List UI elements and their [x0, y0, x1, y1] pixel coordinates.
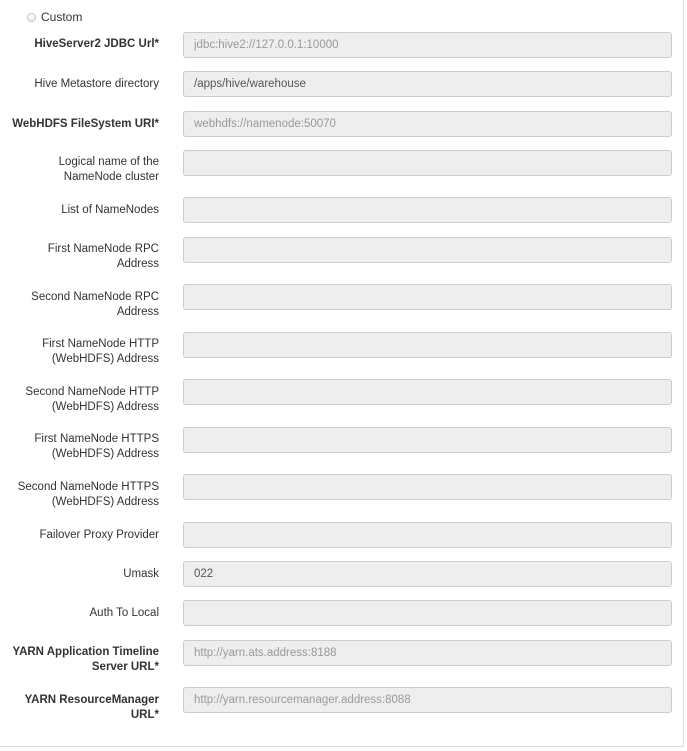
field-label: Hive Metastore directory: [34, 78, 159, 90]
field-label: WebHDFS FileSystem URI*: [12, 118, 159, 130]
second-namenode-rpc-input[interactable]: [183, 284, 672, 310]
field-label: Failover Proxy Provider: [39, 529, 159, 541]
failover-proxy-provider-input[interactable]: [183, 522, 672, 548]
first-namenode-http-input[interactable]: [183, 332, 672, 358]
second-namenode-https-input[interactable]: [183, 474, 672, 500]
yarn-timeline-server-url-input[interactable]: [183, 640, 672, 666]
auth-to-local-input[interactable]: [183, 600, 672, 626]
field-label: Second NameNode HTTPS (WebHDFS) Address: [17, 481, 159, 508]
first-namenode-rpc-input[interactable]: [183, 237, 672, 263]
field-label: First NameNode RPC Address: [47, 243, 159, 270]
field-label: Logical name of the NameNode cluster: [58, 156, 159, 183]
field-label: YARN Application Timeline Server URL*: [12, 646, 159, 673]
webhdfs-filesystem-uri-input[interactable]: [183, 111, 672, 137]
list-of-namenodes-input[interactable]: [183, 197, 672, 223]
hiveserver2-jdbc-url-input[interactable]: [183, 32, 672, 58]
field-label: Second NameNode RPC Address: [31, 291, 159, 318]
field-label: Second NameNode HTTP (WebHDFS) Address: [25, 386, 159, 413]
second-namenode-http-input[interactable]: [183, 379, 672, 405]
logical-name-input[interactable]: [183, 150, 672, 176]
field-label: HiveServer2 JDBC Url*: [34, 38, 159, 50]
field-label: Umask: [123, 568, 159, 580]
field-label: First NameNode HTTPS (WebHDFS) Address: [34, 433, 159, 460]
custom-radio[interactable]: [27, 13, 36, 22]
custom-option[interactable]: [27, 10, 82, 24]
field-label: First NameNode HTTP (WebHDFS) Address: [42, 338, 159, 365]
custom-radio-label: Custom: [41, 10, 83, 24]
umask-input[interactable]: [183, 561, 672, 587]
field-label: YARN ResourceManager URL*: [24, 694, 159, 721]
first-namenode-https-input[interactable]: [183, 427, 672, 453]
field-label: List of NameNodes: [61, 204, 159, 216]
field-label: Auth To Local: [89, 607, 159, 619]
hive-metastore-directory-input[interactable]: [183, 71, 672, 97]
yarn-resourcemanager-url-input[interactable]: [183, 687, 672, 713]
